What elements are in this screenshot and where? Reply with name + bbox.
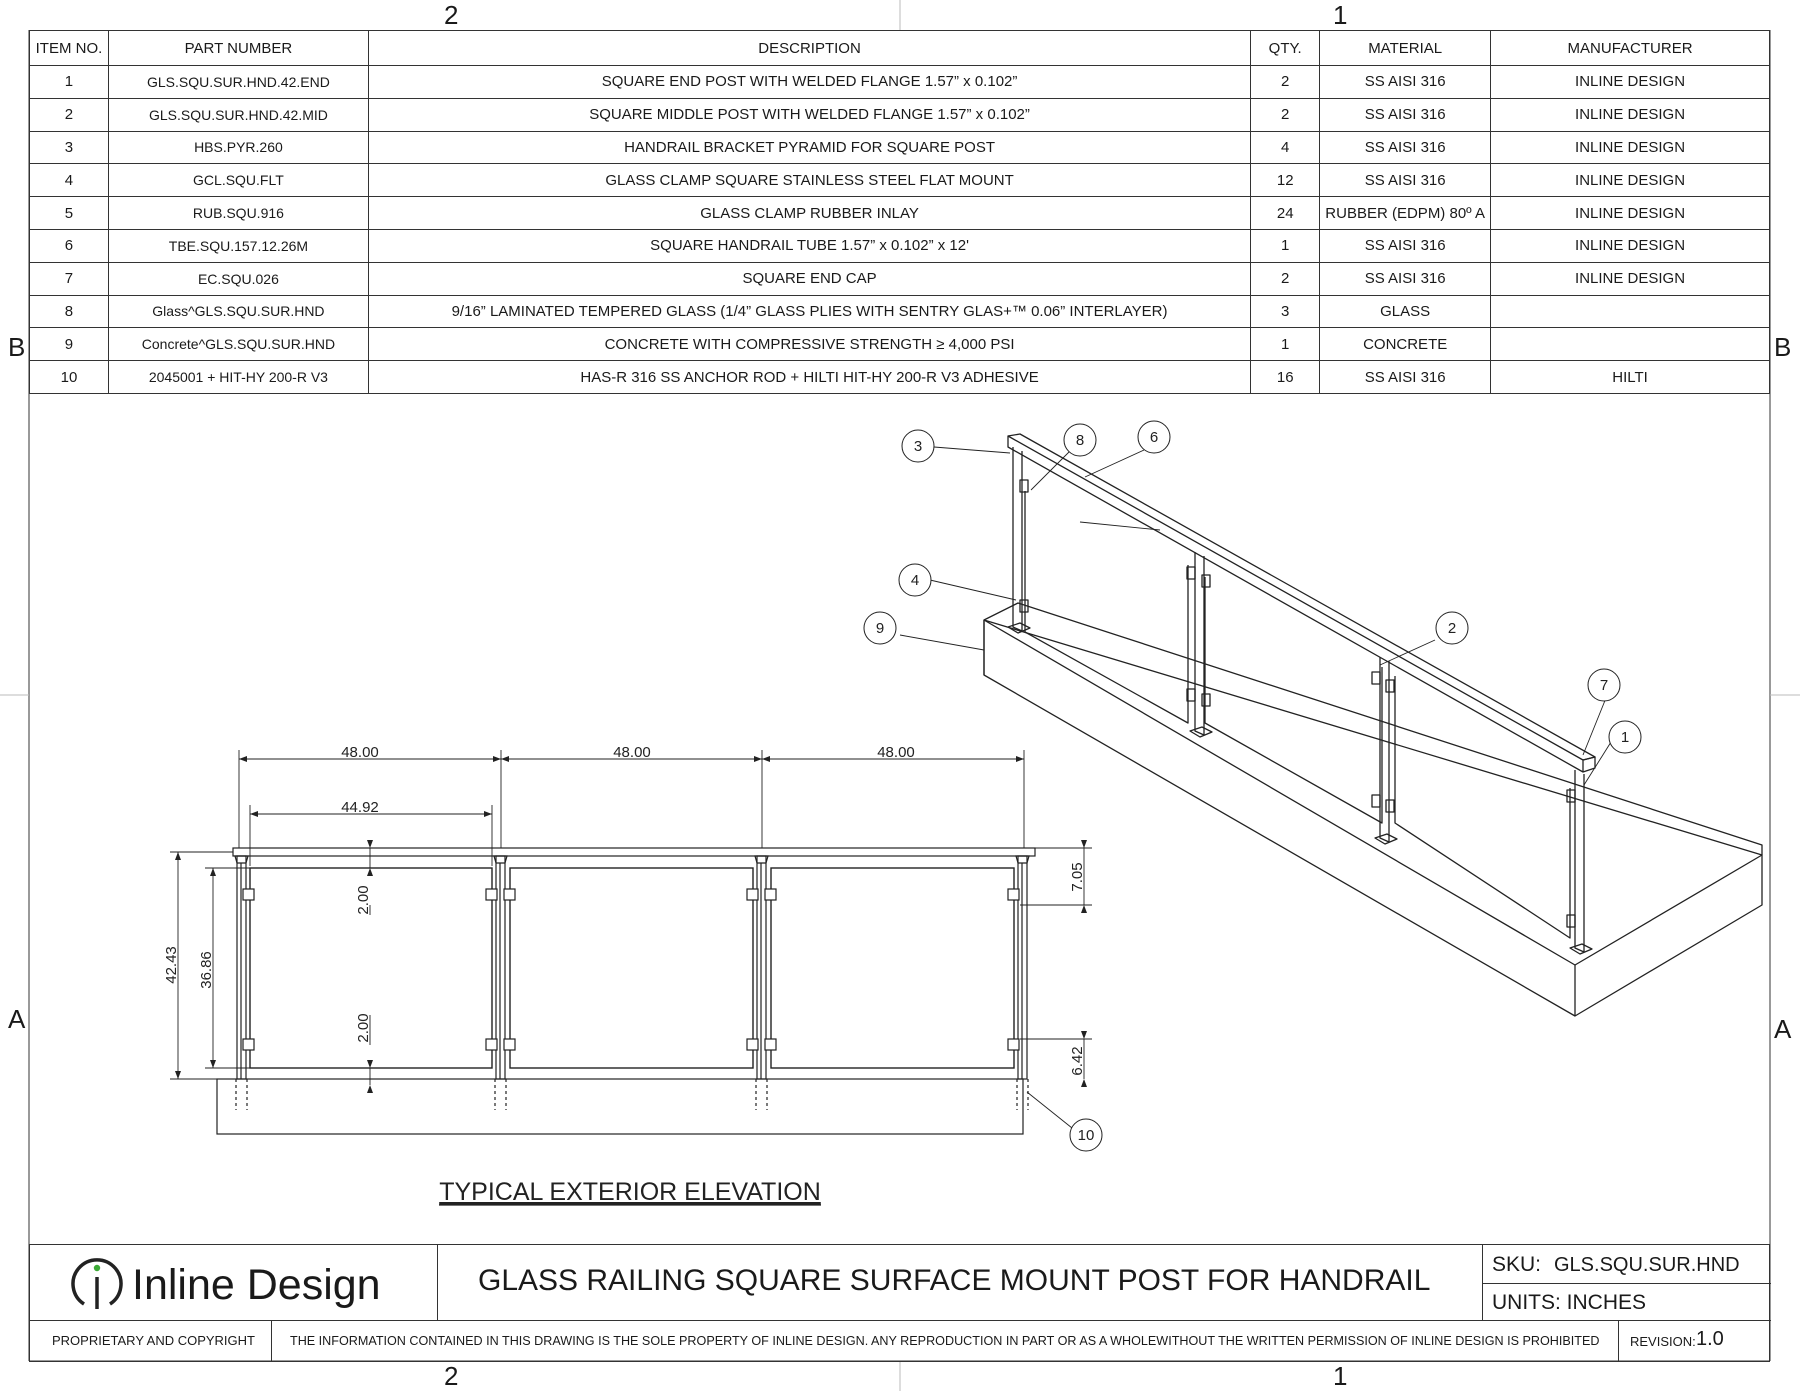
bom-cell-description: 9/16” LAMINATED TEMPERED GLASS (1/4” GLASS PLIES WITH SENTRY GLAS+™ 0.06” INTERLAYER) xyxy=(368,295,1250,328)
bom-cell-item-no: 2 xyxy=(30,98,109,131)
copyright-notice: THE INFORMATION CONTAINED IN THIS DRAWING IS THE SOLE PROPERTY OF INLINE DESIGN. ANY REPRODUCTION IN PART OR AS A WHOLEWITHOUT THE WRITTEN PERMISSION OF INLINE DESIGN IS PROHIBITED xyxy=(290,1334,1600,1348)
zone-top-2: 2 xyxy=(444,0,459,30)
bom-cell-manufacturer: INLINE DESIGN xyxy=(1491,229,1770,262)
zone-right-a: A xyxy=(1774,1014,1792,1044)
svg-text:3: 3 xyxy=(913,438,923,455)
bom-cell-material: SS AISI 316 xyxy=(1320,131,1491,164)
bom-cell-qty: 24 xyxy=(1251,197,1320,230)
bom-cell-material: SS AISI 316 xyxy=(1320,361,1491,394)
bom-cell-item-no: 6 xyxy=(30,229,109,262)
company-name: Inline Design xyxy=(132,1261,381,1309)
bom-cell-material: SS AISI 316 xyxy=(1320,98,1491,131)
dim-glass-width: 44.92 xyxy=(341,799,379,816)
bom-cell-manufacturer: INLINE DESIGN xyxy=(1491,197,1770,230)
bom-cell-item-no: 9 xyxy=(30,328,109,361)
bom-cell-part-number: Glass^GLS.SQU.SUR.HND xyxy=(108,295,368,328)
dim-bottom-gap: 6.42 xyxy=(1069,1046,1086,1076)
dimension-lines xyxy=(170,750,1092,1085)
bom-cell-material: CONCRETE xyxy=(1320,328,1491,361)
bom-cell-material: RUBBER (EDPM) 80º A xyxy=(1320,197,1491,230)
bom-cell-material: SS AISI 316 xyxy=(1320,66,1491,99)
bom-cell-qty: 1 xyxy=(1251,229,1320,262)
balloon-2 xyxy=(1436,612,1468,644)
bom-cell-manufacturer: INLINE DESIGN xyxy=(1491,164,1770,197)
concrete-slab xyxy=(217,1079,1023,1134)
revision-value: 1.0 xyxy=(1696,1328,1724,1350)
bom-cell-part-number: 2045001 + HIT-HY 200-R V3 xyxy=(108,361,368,394)
proprietary-label: PROPRIETARY AND COPYRIGHT xyxy=(52,1333,255,1348)
balloon-6 xyxy=(1138,421,1170,453)
bom-cell-qty: 2 xyxy=(1251,262,1320,295)
svg-text:9: 9 xyxy=(875,620,885,637)
bom-cell-description: CONCRETE WITH COMPRESSIVE STRENGTH ≥ 4,000 PSI xyxy=(368,328,1250,361)
bom-header-manufacturer: MANUFACTURER xyxy=(1491,31,1770,66)
balloon-8 xyxy=(1064,424,1096,456)
balloon-3 xyxy=(902,430,934,462)
bom-cell-description: SQUARE END CAP xyxy=(368,262,1250,295)
bom-cell-part-number: EC.SQU.026 xyxy=(108,262,368,295)
bom-cell-manufacturer: INLINE DESIGN xyxy=(1491,131,1770,164)
bom-cell-item-no: 5 xyxy=(30,197,109,230)
company-logo xyxy=(68,1255,408,1315)
zone-left-a: A xyxy=(8,1004,26,1034)
sku-label: SKU: xyxy=(1492,1253,1542,1276)
sku-value: GLS.SQU.SUR.HND xyxy=(1554,1254,1740,1276)
balloon-9 xyxy=(864,612,896,644)
svg-text:1: 1 xyxy=(1620,729,1630,746)
handrail-tube xyxy=(233,848,1035,856)
bom-cell-description: HAS-R 316 SS ANCHOR ROD + HILTI HIT-HY 200-R V3 ADHESIVE xyxy=(368,361,1250,394)
bom-cell-part-number: Concrete^GLS.SQU.SUR.HND xyxy=(108,328,368,361)
zone-right-b: B xyxy=(1774,332,1792,362)
bom-cell-description: SQUARE END POST WITH WELDED FLANGE 1.57” x 0.102” xyxy=(368,66,1250,99)
zone-top-1: 1 xyxy=(1333,0,1348,30)
bom-cell-material: SS AISI 316 xyxy=(1320,164,1491,197)
bom-cell-item-no: 4 xyxy=(30,164,109,197)
bom-header-part: PART NUMBER xyxy=(108,31,368,66)
revision-label: REVISION: xyxy=(1630,1334,1696,1349)
bom-cell-description: GLASS CLAMP SQUARE STAINLESS STEEL FLAT MOUNT xyxy=(368,164,1250,197)
bom-cell-qty: 4 xyxy=(1251,131,1320,164)
bom-cell-manufacturer: INLINE DESIGN xyxy=(1491,262,1770,295)
balloon-7 xyxy=(1588,669,1620,701)
bom-cell-qty: 12 xyxy=(1251,164,1320,197)
dim-top-gap: 7.05 xyxy=(1069,862,1086,892)
elevation-view xyxy=(170,750,1092,1134)
bom-cell-qty: 16 xyxy=(1251,361,1320,394)
bom-cell-qty: 2 xyxy=(1251,98,1320,131)
bom-cell-qty: 3 xyxy=(1251,295,1320,328)
balloon-4 xyxy=(899,564,931,596)
zone-left-b: B xyxy=(8,332,26,362)
bom-cell-item-no: 1 xyxy=(30,66,109,99)
bom-cell-manufacturer: INLINE DESIGN xyxy=(1491,98,1770,131)
zone-bottom-1: 1 xyxy=(1333,1361,1348,1391)
bom-cell-part-number: GLS.SQU.SUR.HND.42.MID xyxy=(108,98,368,131)
dimension-arrows xyxy=(175,756,1087,1093)
bom-header-material: MATERIAL xyxy=(1320,31,1491,66)
title-block xyxy=(29,1244,1770,1362)
bom-cell-material: SS AISI 316 xyxy=(1320,229,1491,262)
dim-clamp-top: 2.00 xyxy=(355,885,372,915)
bom-cell-item-no: 7 xyxy=(30,262,109,295)
bom-cell-qty: 1 xyxy=(1251,328,1320,361)
zone-bottom-2: 2 xyxy=(444,1361,459,1391)
bom-cell-part-number: HBS.PYR.260 xyxy=(108,131,368,164)
dim-glass-height: 36.86 xyxy=(198,951,215,989)
dim-span-1: 48.00 xyxy=(341,744,379,761)
bom-cell-part-number: RUB.SQU.916 xyxy=(108,197,368,230)
bom-cell-description: SQUARE MIDDLE POST WITH WELDED FLANGE 1.57” x 0.102” xyxy=(368,98,1250,131)
svg-text:4: 4 xyxy=(910,572,920,589)
anchor-rods xyxy=(236,1079,1028,1110)
bom-header-item: ITEM NO. xyxy=(30,31,109,66)
inline-design-logo-icon xyxy=(68,1255,126,1313)
bom-cell-part-number: GLS.SQU.SUR.HND.42.END xyxy=(108,66,368,99)
balloon-10 xyxy=(1070,1119,1102,1151)
svg-text:10: 10 xyxy=(1077,1127,1095,1144)
dimension-texts xyxy=(163,744,1086,1076)
bom-header-qty: QTY. xyxy=(1251,31,1320,66)
svg-text:7: 7 xyxy=(1599,677,1609,694)
units: UNITS: INCHES xyxy=(1492,1291,1647,1314)
svg-text:6: 6 xyxy=(1149,429,1159,446)
balloon-1 xyxy=(1609,721,1641,753)
bom-header-description: DESCRIPTION xyxy=(368,31,1250,66)
view-title: TYPICAL EXTERIOR ELEVATION xyxy=(439,1178,821,1206)
bom-cell-item-no: 3 xyxy=(30,131,109,164)
svg-text:2: 2 xyxy=(1447,620,1457,637)
bom-cell-material: SS AISI 316 xyxy=(1320,262,1491,295)
dim-span-2: 48.00 xyxy=(613,744,651,761)
bom-cell-description: GLASS CLAMP RUBBER INLAY xyxy=(368,197,1250,230)
bom-cell-description: SQUARE HANDRAIL TUBE 1.57” x 0.102” x 12' xyxy=(368,229,1250,262)
bom-cell-qty: 2 xyxy=(1251,66,1320,99)
bom-cell-part-number: GCL.SQU.FLT xyxy=(108,164,368,197)
bom-cell-manufacturer: INLINE DESIGN xyxy=(1491,66,1770,99)
drawing-title: GLASS RAILING SQUARE SURFACE MOUNT POST FOR HANDRAIL xyxy=(478,1264,1431,1297)
svg-text:8: 8 xyxy=(1075,432,1085,449)
bom-cell-item-no: 10 xyxy=(30,361,109,394)
bom-cell-part-number: TBE.SQU.157.12.26M xyxy=(108,229,368,262)
bom-cell-manufacturer: HILTI xyxy=(1491,361,1770,394)
dim-total-height: 42.43 xyxy=(163,946,180,984)
bom-cell-material: GLASS xyxy=(1320,295,1491,328)
dim-span-3: 48.00 xyxy=(877,744,915,761)
bom-cell-item-no: 8 xyxy=(30,295,109,328)
dim-clamp-bottom: 2.00 xyxy=(355,1013,372,1043)
bom-cell-description: HANDRAIL BRACKET PYRAMID FOR SQUARE POST xyxy=(368,131,1250,164)
